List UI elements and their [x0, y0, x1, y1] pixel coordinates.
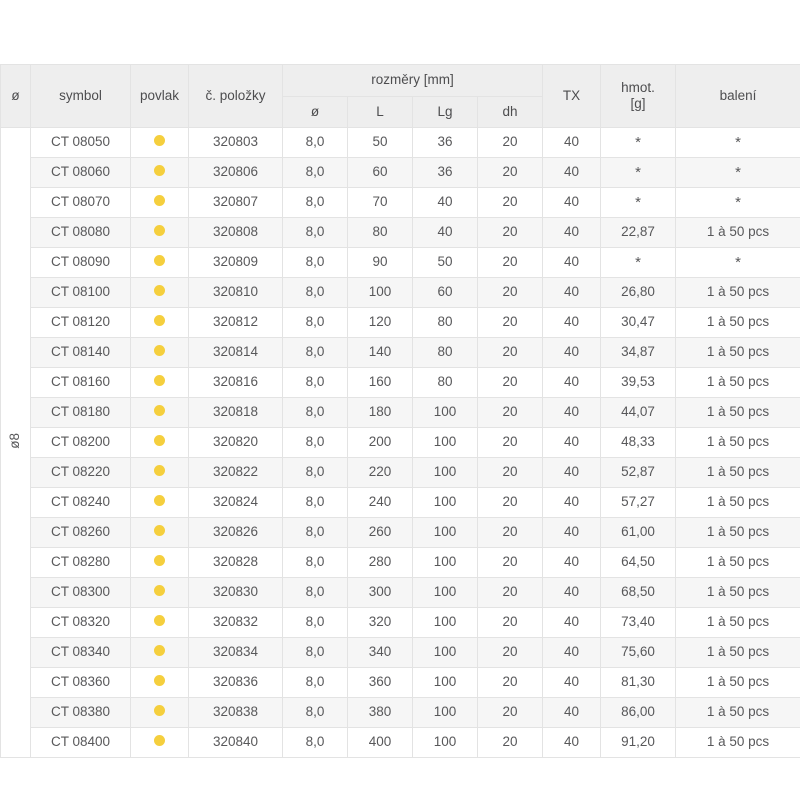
cell-tx: 40: [543, 338, 601, 368]
cell-weight: 91,20: [601, 728, 676, 758]
cell-weight: *: [601, 128, 676, 158]
cell-item-number: 320808: [189, 218, 283, 248]
cell-dim-l: 50: [348, 128, 413, 158]
cell-tx: 40: [543, 518, 601, 548]
cell-dim-dh: 20: [478, 248, 543, 278]
table-row: [1, 668, 800, 698]
cell-dim-lg: 100: [413, 638, 478, 668]
coating-dot-icon: [154, 465, 165, 476]
cell-dim-d: 8,0: [283, 308, 348, 338]
cell-tx: 40: [543, 608, 601, 638]
cell-tx: 40: [543, 188, 601, 218]
cell-packaging: 1 à 50 pcs: [676, 458, 800, 488]
cell-weight: 26,80: [601, 278, 676, 308]
cell-coating: [131, 668, 189, 698]
cell-symbol: CT 08300: [31, 578, 131, 608]
cell-dim-dh: 20: [478, 308, 543, 338]
cell-dim-dh: 20: [478, 368, 543, 398]
coating-dot-icon: [154, 585, 165, 596]
cell-item-number: 320812: [189, 308, 283, 338]
cell-packaging: *: [676, 188, 800, 218]
cell-dim-d: 8,0: [283, 158, 348, 188]
cell-item-number: 320840: [189, 728, 283, 758]
cell-weight: 81,30: [601, 668, 676, 698]
cell-coating: [131, 188, 189, 218]
cell-item-number: 320818: [189, 398, 283, 428]
cell-coating: [131, 428, 189, 458]
table-row: [1, 278, 800, 308]
vertical-group-label: ø8: [7, 432, 23, 449]
cell-weight: 34,87: [601, 338, 676, 368]
cell-dim-l: 140: [348, 338, 413, 368]
cell-coating: [131, 278, 189, 308]
cell-dim-lg: 100: [413, 518, 478, 548]
cell-symbol: CT 08280: [31, 548, 131, 578]
cell-weight: 30,47: [601, 308, 676, 338]
coating-dot-icon: [154, 615, 165, 626]
cell-item-number: 320830: [189, 578, 283, 608]
table-row: [1, 458, 800, 488]
cell-dim-l: 240: [348, 488, 413, 518]
cell-dim-dh: 20: [478, 518, 543, 548]
table-body: [1, 128, 800, 758]
cell-dim-lg: 36: [413, 128, 478, 158]
cell-weight: 86,00: [601, 698, 676, 728]
cell-coating: [131, 608, 189, 638]
cell-dim-dh: 20: [478, 188, 543, 218]
cell-symbol: CT 08090: [31, 248, 131, 278]
cell-packaging: 1 à 50 pcs: [676, 518, 800, 548]
cell-item-number: 320824: [189, 488, 283, 518]
cell-packaging: *: [676, 248, 800, 278]
cell-tx: 40: [543, 278, 601, 308]
cell-dim-l: 160: [348, 368, 413, 398]
cell-dim-d: 8,0: [283, 488, 348, 518]
cell-dim-lg: 100: [413, 458, 478, 488]
cell-dim-dh: 20: [478, 458, 543, 488]
cell-dim-lg: 80: [413, 308, 478, 338]
cell-dim-l: 340: [348, 638, 413, 668]
cell-packaging: *: [676, 128, 800, 158]
cell-dim-l: 360: [348, 668, 413, 698]
cell-packaging: 1 à 50 pcs: [676, 728, 800, 758]
cell-packaging: 1 à 50 pcs: [676, 668, 800, 698]
cell-symbol: CT 08180: [31, 398, 131, 428]
header-coating: povlak: [131, 65, 189, 128]
header-dim-dh: dh: [478, 96, 543, 128]
cell-packaging: 1 à 50 pcs: [676, 218, 800, 248]
header-row-top: [1, 65, 800, 97]
cell-coating: [131, 638, 189, 668]
cell-dim-lg: 100: [413, 728, 478, 758]
coating-dot-icon: [154, 555, 165, 566]
table-row: [1, 728, 800, 758]
cell-dim-l: 380: [348, 698, 413, 728]
cell-symbol: CT 08100: [31, 278, 131, 308]
cell-dim-lg: 40: [413, 188, 478, 218]
cell-coating: [131, 218, 189, 248]
cell-weight: 22,87: [601, 218, 676, 248]
cell-symbol: CT 08200: [31, 428, 131, 458]
cell-symbol: CT 08160: [31, 368, 131, 398]
cell-dim-dh: 20: [478, 398, 543, 428]
cell-dim-dh: 20: [478, 578, 543, 608]
header-dimensions-group: rozměry [mm]: [283, 65, 543, 97]
coating-dot-icon: [154, 495, 165, 506]
cell-weight: 61,00: [601, 518, 676, 548]
cell-tx: 40: [543, 398, 601, 428]
cell-dim-lg: 100: [413, 548, 478, 578]
cell-weight: 39,53: [601, 368, 676, 398]
header-dim-d: ø: [283, 96, 348, 128]
table-row: [1, 368, 800, 398]
cell-dim-d: 8,0: [283, 638, 348, 668]
cell-dim-l: 180: [348, 398, 413, 428]
cell-dim-dh: 20: [478, 638, 543, 668]
cell-dim-lg: 40: [413, 218, 478, 248]
cell-packaging: 1 à 50 pcs: [676, 548, 800, 578]
cell-item-number: 320820: [189, 428, 283, 458]
cell-dim-l: 220: [348, 458, 413, 488]
cell-packaging: 1 à 50 pcs: [676, 608, 800, 638]
cell-dim-l: 80: [348, 218, 413, 248]
coating-dot-icon: [154, 525, 165, 536]
cell-dim-dh: 20: [478, 608, 543, 638]
cell-tx: 40: [543, 248, 601, 278]
cell-symbol: CT 08320: [31, 608, 131, 638]
cell-coating: [131, 368, 189, 398]
cell-packaging: 1 à 50 pcs: [676, 308, 800, 338]
table-row: [1, 158, 800, 188]
cell-coating: [131, 308, 189, 338]
cell-dim-dh: 20: [478, 728, 543, 758]
cell-tx: 40: [543, 668, 601, 698]
coating-dot-icon: [154, 195, 165, 206]
cell-coating: [131, 578, 189, 608]
cell-dim-lg: 100: [413, 668, 478, 698]
cell-dim-d: 8,0: [283, 728, 348, 758]
cell-symbol: CT 08140: [31, 338, 131, 368]
cell-dim-l: 120: [348, 308, 413, 338]
cell-coating: [131, 488, 189, 518]
cell-tx: 40: [543, 578, 601, 608]
cell-symbol: CT 08260: [31, 518, 131, 548]
cell-packaging: 1 à 50 pcs: [676, 398, 800, 428]
table-row: [1, 428, 800, 458]
cell-tx: 40: [543, 428, 601, 458]
cell-weight: 44,07: [601, 398, 676, 428]
cell-dim-l: 100: [348, 278, 413, 308]
cell-dim-l: 60: [348, 158, 413, 188]
cell-dim-d: 8,0: [283, 458, 348, 488]
cell-dim-dh: 20: [478, 218, 543, 248]
cell-dim-lg: 100: [413, 428, 478, 458]
cell-tx: 40: [543, 158, 601, 188]
cell-dim-d: 8,0: [283, 608, 348, 638]
cell-weight: *: [601, 188, 676, 218]
cell-dim-dh: 20: [478, 338, 543, 368]
cell-dim-lg: 100: [413, 608, 478, 638]
cell-weight: *: [601, 158, 676, 188]
table-row: [1, 608, 800, 638]
cell-weight: 48,33: [601, 428, 676, 458]
coating-dot-icon: [154, 375, 165, 386]
cell-packaging: 1 à 50 pcs: [676, 698, 800, 728]
cell-packaging: 1 à 50 pcs: [676, 638, 800, 668]
cell-dim-d: 8,0: [283, 428, 348, 458]
header-weight-line2: [g]: [630, 96, 646, 111]
coating-dot-icon: [154, 435, 165, 446]
cell-tx: 40: [543, 548, 601, 578]
cell-item-number: 320810: [189, 278, 283, 308]
header-dim-lg: Lg: [413, 96, 478, 128]
cell-dim-d: 8,0: [283, 578, 348, 608]
header-packaging: balení: [676, 65, 800, 128]
cell-item-number: 320828: [189, 548, 283, 578]
coating-dot-icon: [154, 315, 165, 326]
cell-symbol: CT 08050: [31, 128, 131, 158]
cell-item-number: 320826: [189, 518, 283, 548]
cell-item-number: 320832: [189, 608, 283, 638]
header-diameter-symbol: ø: [1, 65, 31, 128]
cell-symbol: CT 08380: [31, 698, 131, 728]
coating-dot-icon: [154, 405, 165, 416]
cell-tx: 40: [543, 218, 601, 248]
cell-symbol: CT 08120: [31, 308, 131, 338]
cell-coating: [131, 398, 189, 428]
cell-dim-d: 8,0: [283, 698, 348, 728]
cell-dim-l: 300: [348, 578, 413, 608]
coating-dot-icon: [154, 705, 165, 716]
cell-item-number: 320838: [189, 698, 283, 728]
cell-item-number: 320836: [189, 668, 283, 698]
cell-dim-dh: 20: [478, 698, 543, 728]
cell-dim-d: 8,0: [283, 398, 348, 428]
cell-dim-lg: 100: [413, 488, 478, 518]
table-row: [1, 548, 800, 578]
cell-weight: 75,60: [601, 638, 676, 668]
cell-coating: [131, 158, 189, 188]
table-row: [1, 308, 800, 338]
table-row: [1, 128, 800, 158]
cell-coating: [131, 458, 189, 488]
cell-symbol: CT 08080: [31, 218, 131, 248]
table-row: [1, 338, 800, 368]
cell-dim-dh: 20: [478, 488, 543, 518]
cell-weight: 68,50: [601, 578, 676, 608]
cell-packaging: 1 à 50 pcs: [676, 338, 800, 368]
table-row: [1, 188, 800, 218]
cell-dim-l: 200: [348, 428, 413, 458]
table-row: [1, 488, 800, 518]
coating-dot-icon: [154, 225, 165, 236]
specification-table: [0, 64, 800, 758]
cell-symbol: CT 08240: [31, 488, 131, 518]
cell-tx: 40: [543, 368, 601, 398]
cell-dim-d: 8,0: [283, 338, 348, 368]
cell-dim-d: 8,0: [283, 128, 348, 158]
vertical-group-label-cell: [1, 128, 31, 758]
table-row: [1, 698, 800, 728]
cell-item-number: 320806: [189, 158, 283, 188]
cell-item-number: 320834: [189, 638, 283, 668]
coating-dot-icon: [154, 135, 165, 146]
cell-coating: [131, 548, 189, 578]
cell-dim-lg: 80: [413, 368, 478, 398]
cell-coating: [131, 698, 189, 728]
coating-dot-icon: [154, 345, 165, 356]
header-dim-l: L: [348, 96, 413, 128]
cell-symbol: CT 08070: [31, 188, 131, 218]
cell-dim-dh: 20: [478, 428, 543, 458]
cell-dim-d: 8,0: [283, 248, 348, 278]
cell-dim-dh: 20: [478, 128, 543, 158]
table-header: [1, 65, 800, 128]
cell-dim-dh: 20: [478, 548, 543, 578]
cell-dim-lg: 100: [413, 578, 478, 608]
cell-symbol: CT 08400: [31, 728, 131, 758]
cell-dim-d: 8,0: [283, 278, 348, 308]
cell-weight: 73,40: [601, 608, 676, 638]
coating-dot-icon: [154, 285, 165, 296]
cell-item-number: 320816: [189, 368, 283, 398]
coating-dot-icon: [154, 735, 165, 746]
cell-dim-l: 70: [348, 188, 413, 218]
cell-packaging: 1 à 50 pcs: [676, 428, 800, 458]
cell-dim-l: 280: [348, 548, 413, 578]
table-row: [1, 518, 800, 548]
coating-dot-icon: [154, 255, 165, 266]
cell-dim-dh: 20: [478, 158, 543, 188]
cell-packaging: 1 à 50 pcs: [676, 368, 800, 398]
cell-dim-lg: 60: [413, 278, 478, 308]
table-row: [1, 218, 800, 248]
cell-dim-d: 8,0: [283, 668, 348, 698]
cell-weight: 64,50: [601, 548, 676, 578]
cell-tx: 40: [543, 308, 601, 338]
cell-tx: 40: [543, 638, 601, 668]
table-row: [1, 638, 800, 668]
cell-dim-d: 8,0: [283, 518, 348, 548]
cell-weight: *: [601, 248, 676, 278]
cell-dim-dh: 20: [478, 278, 543, 308]
cell-packaging: 1 à 50 pcs: [676, 488, 800, 518]
cell-item-number: 320822: [189, 458, 283, 488]
cell-dim-lg: 100: [413, 698, 478, 728]
coating-dot-icon: [154, 165, 165, 176]
cell-dim-l: 400: [348, 728, 413, 758]
cell-symbol: CT 08360: [31, 668, 131, 698]
cell-item-number: 320803: [189, 128, 283, 158]
cell-coating: [131, 248, 189, 278]
table-row: [1, 398, 800, 428]
cell-coating: [131, 128, 189, 158]
header-item-number: č. položky: [189, 65, 283, 128]
coating-dot-icon: [154, 645, 165, 656]
cell-dim-lg: 50: [413, 248, 478, 278]
cell-item-number: 320807: [189, 188, 283, 218]
cell-tx: 40: [543, 488, 601, 518]
cell-symbol: CT 08220: [31, 458, 131, 488]
cell-dim-d: 8,0: [283, 368, 348, 398]
cell-dim-d: 8,0: [283, 188, 348, 218]
table-row: [1, 248, 800, 278]
cell-dim-l: 90: [348, 248, 413, 278]
cell-tx: 40: [543, 728, 601, 758]
cell-tx: 40: [543, 458, 601, 488]
cell-dim-l: 320: [348, 608, 413, 638]
cell-symbol: CT 08340: [31, 638, 131, 668]
cell-dim-lg: 36: [413, 158, 478, 188]
cell-packaging: 1 à 50 pcs: [676, 278, 800, 308]
cell-dim-d: 8,0: [283, 548, 348, 578]
cell-weight: 52,87: [601, 458, 676, 488]
cell-item-number: 320809: [189, 248, 283, 278]
header-tx: TX: [543, 65, 601, 128]
cell-tx: 40: [543, 128, 601, 158]
cell-dim-lg: 80: [413, 338, 478, 368]
cell-weight: 57,27: [601, 488, 676, 518]
cell-tx: 40: [543, 698, 601, 728]
header-symbol: symbol: [31, 65, 131, 128]
cell-dim-dh: 20: [478, 668, 543, 698]
table-row: [1, 578, 800, 608]
cell-dim-l: 260: [348, 518, 413, 548]
cell-packaging: 1 à 50 pcs: [676, 578, 800, 608]
header-weight-line1: hmot.: [621, 79, 655, 95]
cell-coating: [131, 518, 189, 548]
cell-coating: [131, 728, 189, 758]
coating-dot-icon: [154, 675, 165, 686]
cell-dim-d: 8,0: [283, 218, 348, 248]
cell-item-number: 320814: [189, 338, 283, 368]
header-weight: [601, 65, 676, 128]
cell-packaging: *: [676, 158, 800, 188]
cell-symbol: CT 08060: [31, 158, 131, 188]
cell-dim-lg: 100: [413, 398, 478, 428]
cell-coating: [131, 338, 189, 368]
